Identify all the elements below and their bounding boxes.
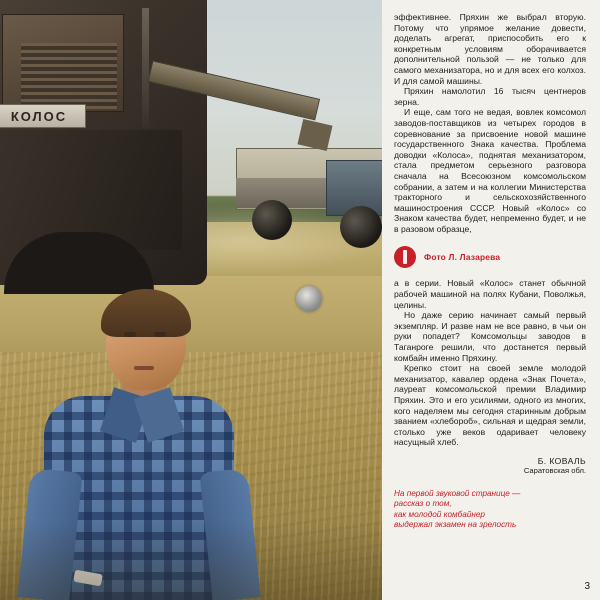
page-number: 3: [584, 581, 590, 592]
combine-brand-plate: КОЛОС: [0, 104, 86, 128]
paragraph: Пряхин намолотил 16 тысяч центнеров зерна.: [394, 86, 586, 107]
exclamation-icon: [394, 246, 416, 268]
footnote-line: как молодой комбайнер: [394, 509, 485, 519]
boy-mouth: [134, 366, 154, 370]
combine-light-post: [142, 8, 149, 128]
paragraph: Но даже серию начинает самый первый экземпляр. И разве нам не все равно, в чьи он руки попадет? Комсомольцы заводов в Таганроге решили, что достанется первый комбайн именно Пряхину.: [394, 310, 586, 363]
boy-eye-right: [154, 332, 166, 337]
photo-credit-row: [394, 246, 586, 268]
combine-grill: [21, 43, 117, 109]
article-top-text: [394, 12, 586, 234]
footnote-block: [394, 489, 586, 531]
author-signature: Б. КОВАЛЬ: [537, 455, 586, 466]
foreground-shadow: [0, 520, 382, 600]
paragraph: а в серии. Новый «Колос» станет обычной рабочей машиной на полях Кубани, Поволжья, целины.: [394, 278, 586, 310]
grain-truck-wheel-front: [340, 206, 382, 248]
paragraph: эффективнее. Пряхин же выбрал вторую. Потому что упрямое желание довести, доделать агрегат, приспособить его к конкретным условиям оборачивается дополнительной пользой — не только для самого механизатора, но и для всех его колхоз. И для самой машины.: [394, 12, 586, 86]
paragraph: Крепко стоит на своей земле молодой механизатор, кавалер ордена «Знак Почета», лауреат комсомольской премии Владимир Пряхин. Это и его усилиями, одного из многих, кого наделяем мы сегодня старинным добрым званием «хлебороб», сильная и щедрая земли, столько уже веков одаривает человеку насущный хлеб.: [394, 363, 586, 448]
footnote-line: выдержал экзамен на зрелость: [394, 520, 517, 530]
photo-credit-label: Фото Л. Лазарева: [424, 252, 501, 263]
text-column: [382, 0, 600, 600]
combine-harvester: [0, 0, 207, 285]
combine-engine-panel: [2, 14, 124, 112]
footnote-line: рассказ о том,: [394, 499, 452, 509]
author-location: Саратовская обл.: [523, 465, 586, 475]
footnote-line: На первой звуковой странице —: [394, 488, 521, 498]
lens-flare-spot: [296, 286, 322, 312]
grain-truck-wheel-rear: [252, 200, 292, 240]
paragraph: И еще, сам того не ведая, вовлек комсомол заводов-поставщиков из четырех городов в соревнование за присвоение новой машине государственного Знака качества. Проблема доводки «Колоса», поднятая механизатором, стала предметом серьезного разговора сначала на Всесоюзном комсомольском собрании, а затем и на коллегии Министерства тракторного и сельскохозяйственного машиностроения СССР. Новый «Колос» со Знаком качества будет, непременно будет, и не в разовом образце,: [394, 107, 586, 234]
article-bottom-text: [394, 278, 586, 448]
boy-eye-left: [124, 332, 136, 337]
